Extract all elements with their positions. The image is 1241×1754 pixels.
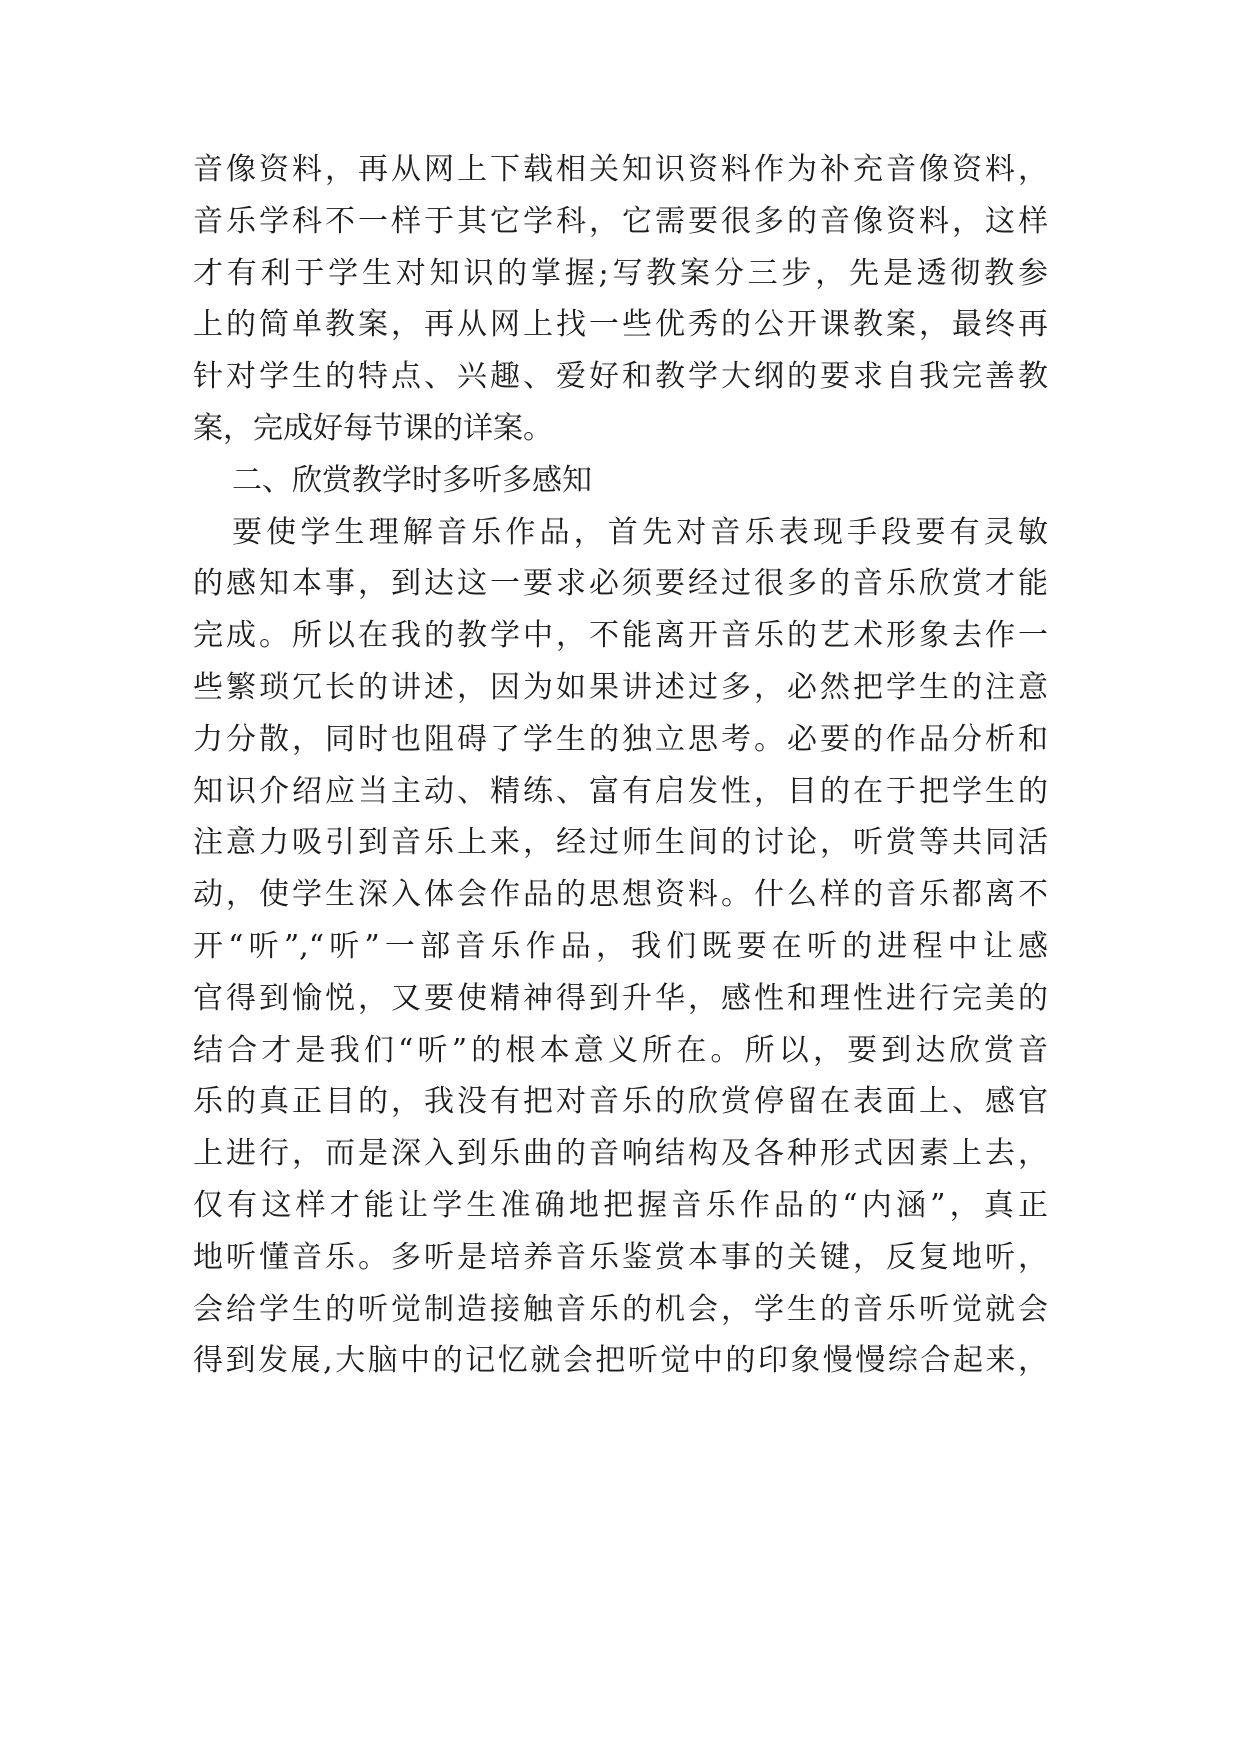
section-heading: 二、欣赏教学时多听多感知 <box>232 462 592 498</box>
paragraph <box>193 507 1048 1388</box>
text-line: 上的简单教案，再从网上找一些优秀的公开课教案，最终再 <box>193 307 1048 343</box>
text-line: 得到发展,大脑中的记忆就会把听觉中的印象慢慢综合起来， <box>193 1343 1048 1379</box>
text-line: 注意力吸引到音乐上来，经过师生间的讨论，听赏等共同活 <box>193 825 1048 861</box>
text-line: 动，使学生深入体会作品的思想资料。什么样的音乐都离不 <box>193 877 1048 913</box>
text-line: 些繁琐冗长的讲述，因为如果讲述过多，必然把学生的注意 <box>193 669 1048 705</box>
paragraph <box>193 144 1048 455</box>
text-line: 结合才是我们“听”的根本意义所在。所以，要到达欣赏音 <box>193 1032 1048 1068</box>
text-line: 上进行，而是深入到乐曲的音响结构及各种形式因素上去， <box>193 1136 1048 1172</box>
text-line: 的感知本事，到达这一要求必须要经过很多的音乐欣赏才能 <box>193 566 1048 602</box>
text-line: 官得到愉悦，又要使精神得到升华，感性和理性进行完美的 <box>193 980 1048 1016</box>
text-line: 才有利于学生对知识的掌握;写教案分三步，先是透彻教参 <box>193 255 1048 291</box>
body-text <box>193 144 1048 1387</box>
text-line: 开“听”,“听”一部音乐作品，我们既要在听的进程中让感 <box>193 928 1048 964</box>
text-line: 完成。所以在我的教学中，不能离开音乐的艺术形象去作一 <box>193 618 1048 654</box>
text-line: 针对学生的特点、兴趣、爱好和教学大纲的要求自我完善教 <box>193 359 1048 395</box>
text-line: 要使学生理解音乐作品，首先对音乐表现手段要有灵敏 <box>232 514 1048 550</box>
text-line: 知识介绍应当主动、精练、富有启发性，目的在于把学生的 <box>193 773 1048 809</box>
text-line: 案，完成好每节课的详案。 <box>193 410 553 446</box>
text-line: 音乐学科不一样于其它学科，它需要很多的音像资料，这样 <box>193 203 1048 239</box>
text-line: 音像资料，再从网上下载相关知识资料作为补充音像资料， <box>193 152 1048 187</box>
text-line: 力分散，同时也阻碍了学生的独立思考。必要的作品分析和 <box>193 721 1048 757</box>
text-line: 乐的真正目的，我没有把对音乐的欣赏停留在表面上、感官 <box>193 1084 1048 1120</box>
text-line: 地听懂音乐。多听是培养音乐鉴赏本事的关键，反复地听， <box>193 1239 1048 1275</box>
text-line: 会给学生的听觉制造接触音乐的机会，学生的音乐听觉就会 <box>193 1291 1048 1327</box>
text-line: 仅有这样才能让学生准确地把握音乐作品的“内涵”，真正 <box>193 1187 1048 1223</box>
